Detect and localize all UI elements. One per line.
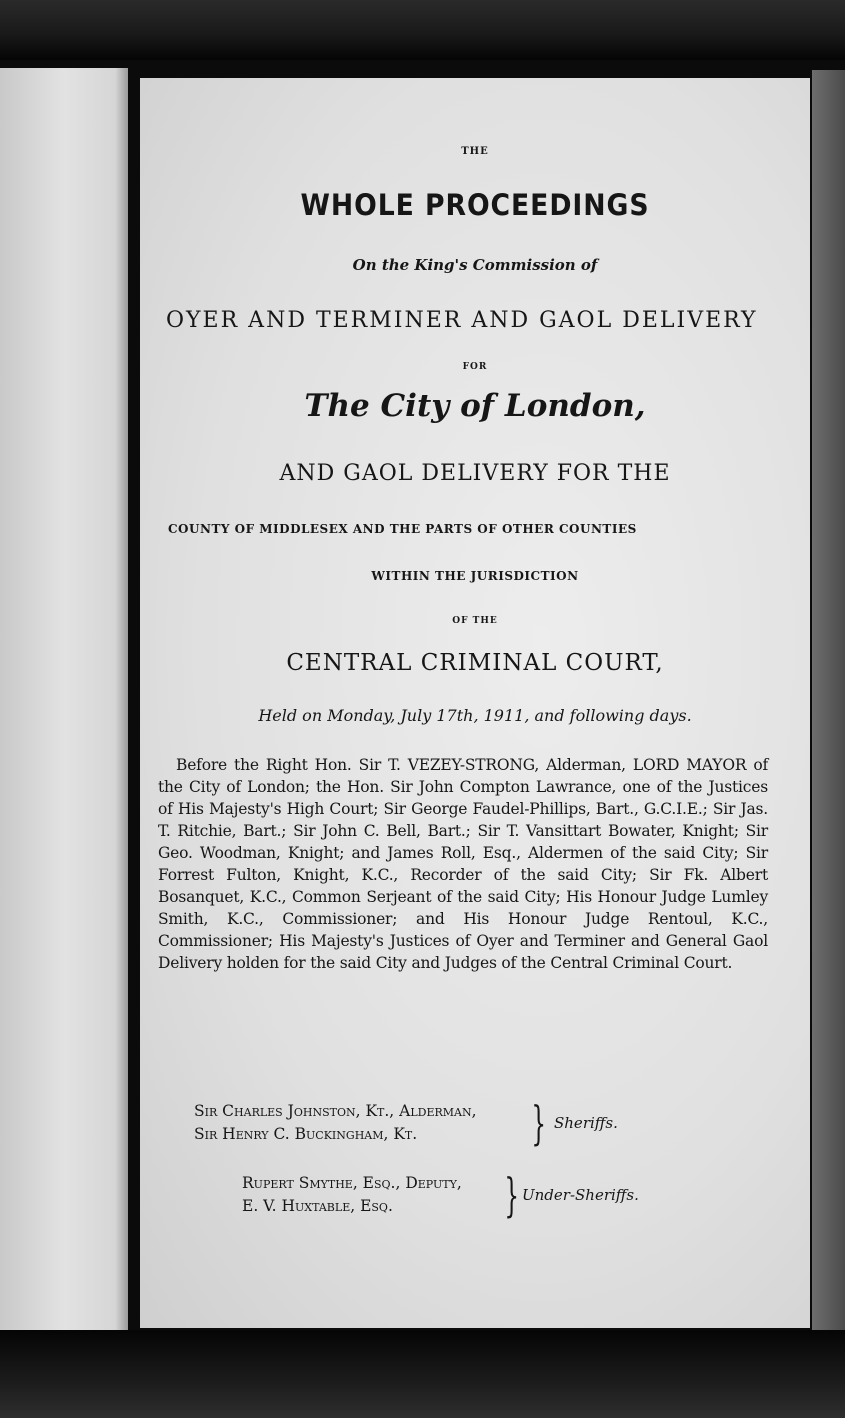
page-heading: WHOLE PROCEEDINGS — [300, 188, 650, 222]
sheriff-line-1: Sir Charles Johnston, Kt., Alderman, — [194, 1102, 477, 1120]
under-sheriff-line-1: Rupert Smythe, Esq., Deputy, — [242, 1174, 462, 1192]
jurisdiction-line: WITHIN THE JURISDICTION — [371, 569, 579, 583]
under-sheriffs-names — [242, 1172, 462, 1218]
the-word: THE — [461, 146, 489, 157]
scan-background-top — [0, 0, 845, 60]
for-word: FOR — [462, 362, 488, 372]
scan-background-bottom — [0, 1330, 845, 1418]
before-paragraph: Before the Right Hon. Sir T. VEZEY-STRONG, Alderman, LORD MAYOR of the City of London; the Hon. Sir John Compton Lawrance, one of the Justices of His Majesty's High Court; Sir George Faudel-Phillips, Bart., G.C.I.E.; Sir Jas. T. Ritchie, Bart.; Sir John C. Bell, Bart.; Sir T. Vansittart Bowater, Knight; Sir Geo. Woodman, Knight; and James Roll, Esq., Aldermen of the said City; Sir Forrest Fulton, Knight, K.C., Recorder of the said City; Sir Fk. Albert Bosanquet, K.C., Common Serjeant of the said City; His Honour Judge Lumley Smith, K.C., Commissioner; and His Honour Judge Rentoul, K.C., Commissioner; His Majesty's Justices of Oyer and Terminer and General Gaol Delivery holden for the said City and Judges of the Central Criminal Court. — [158, 756, 768, 972]
under-sheriffs-label: Under-Sheriffs. — [522, 1186, 639, 1204]
sheriffs-label: Sheriffs. — [554, 1114, 618, 1132]
facing-page — [0, 68, 128, 1330]
sheriffs-names — [194, 1100, 477, 1146]
book-edge — [812, 70, 845, 1332]
commission-line: On the King's Commission of — [352, 256, 598, 274]
oyer-terminer-line: OYER AND TERMINER AND GAOL DELIVERY — [166, 308, 758, 333]
court-name: CENTRAL CRIMINAL COURT, — [286, 650, 664, 676]
of-the-line: OF THE — [452, 616, 498, 626]
sheriff-line-2: Sir Henry C. Buckingham, Kt. — [194, 1125, 418, 1143]
under-sheriffs-brace: } — [504, 1168, 519, 1222]
county-line: COUNTY OF MIDDLESEX AND THE PARTS OF OTHER COUNTIES — [168, 522, 637, 536]
gaol-delivery-line: AND GAOL DELIVERY FOR THE — [279, 461, 671, 486]
city-of-london-line: The City of London, — [304, 388, 646, 424]
sheriffs-brace: } — [531, 1096, 546, 1150]
under-sheriff-line-2: E. V. Huxtable, Esq. — [242, 1197, 393, 1215]
sheriffs-block — [194, 1096, 754, 1152]
under-sheriffs-block — [242, 1168, 762, 1224]
held-date-line: Held on Monday, July 17th, 1911, and following days. — [258, 706, 692, 725]
title-page — [140, 78, 810, 1328]
